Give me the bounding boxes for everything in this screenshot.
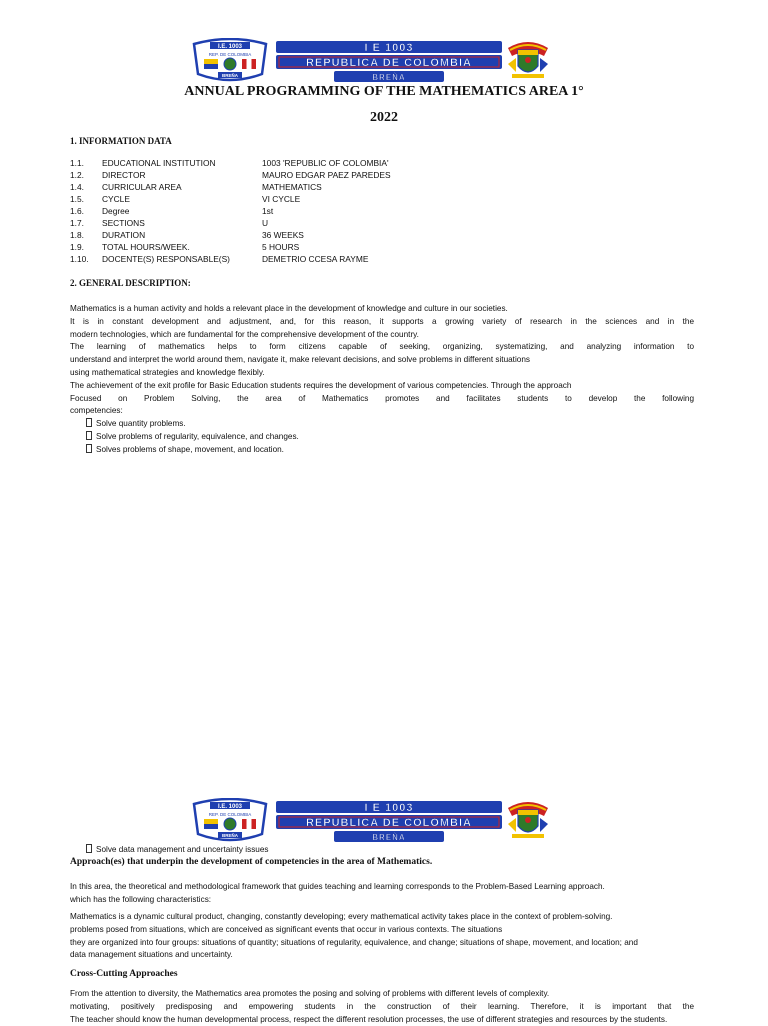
header-banner [190,798,550,850]
bullet-box-icon [86,444,92,453]
colombia-coat-of-arms-logo [506,38,550,80]
info-row [70,218,690,230]
banner-line-2: REPUBLICA DE COLOMBIA [305,57,473,69]
information-data-table [70,158,690,266]
competency-bullet [70,418,694,431]
info-row [70,242,690,254]
crest-text-3: BREÑA [221,73,239,78]
info-row-value: U [262,218,269,228]
info-row-value: 5 HOURS [262,242,300,252]
school-crest-logo [190,38,270,82]
paragraph-line: Mathematics is a human activity and holds a relevant place in the development of knowledge and culture in our societies. [70,304,508,313]
info-row [70,230,690,242]
competency-bullet [70,444,694,457]
paragraph-line: motivating, positively predisposing and empowering students in the construction of their learning. Therefore, it is important that the [70,1001,694,1011]
banner-line-1: I E 1003 [364,802,414,814]
competency-bullet [70,431,694,444]
paragraph-line: data management situations and uncertainty. [70,950,233,960]
bullet-box-icon [86,418,92,427]
document-page-2 [0,790,768,1024]
section-heading-cross-cutting: Cross-Cutting Approaches [70,969,178,979]
info-row-label: CURRICULAR AREA [102,182,182,192]
colombia-coat-of-arms-logo [506,798,550,840]
section-heading-general-description: 2. GENERAL DESCRIPTION: [70,278,191,288]
document-year: 2022 [370,110,398,125]
info-row-label: DOCENTE(S) RESPONSABLE(S) [102,254,230,264]
info-row-number: 1.6. [70,206,84,216]
school-crest-logo [190,798,270,842]
paragraph-line: The learning of mathematics helps to form citizens capable of seeking, organizing, systematizing, and analyzing information to [70,342,694,352]
banner-title-graphic [276,800,502,844]
paragraph-line: The teacher should know the human developmental process, respect the different resolution processes, the use of different strategies and resources by the students. [70,1014,668,1024]
info-row-value: MATHEMATICS [262,182,322,192]
info-row-value: VI CYCLE [262,194,301,204]
paragraph-line: It is in constant development and adjustment, and, for this reason, it supports a growing variety of research in the sciences and in the [70,316,694,326]
paragraph-line: Focused on Problem Solving, the area of Mathematics promotes and facilitates students to develop the following [70,393,694,403]
cross-cutting-body [70,988,718,1026]
general-description-body [70,303,694,457]
info-row [70,206,690,218]
info-row-label: TOTAL HOURS/WEEK. [102,242,190,252]
info-row-number: 1.4. [70,182,84,192]
crest-text-2: REP. DE COLOMBIA [208,812,252,817]
paragraph-line: problems posed from situations, which are conceived as significant events that occur in various contexts. The situations [70,924,503,934]
info-row-value: DEMETRIO CCESA RAYME [262,254,369,264]
crest-text-1: I.E. 1003 [217,44,243,50]
competency-text: Solve data management and uncertainty issues [96,845,269,854]
info-row-label: SECTIONS [102,218,145,228]
info-row-number: 1.5. [70,194,84,204]
paragraph-line: From the attention to diversity, the Mathematics area promotes the posing and solving of problems with different levels of complexity. [70,989,550,998]
info-row [70,170,690,182]
info-row-value: 1003 'REPUBLIC OF COLOMBIA' [262,158,389,168]
bullet-box-icon [86,431,92,440]
crest-text-2: REP. DE COLOMBIA [208,52,252,57]
paragraph-line: using mathematical strategies and knowledge flexibly. [70,367,265,377]
banner-line-1: I E 1003 [364,42,414,54]
approach-characteristics [70,911,694,962]
banner-line-3: BREÑA [372,73,406,82]
info-row [70,182,690,194]
competency-text: Solve problems of regularity, equivalence, and changes. [96,431,299,441]
document-title: ANNUAL PROGRAMMING OF THE MATHEMATICS AREA 1° [184,84,584,99]
paragraph-line: Mathematics is a dynamic cultural product, changing, constantly developing; every mathematical activity takes place in the context of problem-solving. [70,912,613,921]
banner-line-2: REPUBLICA DE COLOMBIA [305,817,473,829]
info-row-label: Degree [102,206,130,216]
info-row-label: CYCLE [102,194,130,204]
info-row [70,158,690,170]
competency-text: Solve quantity problems. [96,419,186,429]
page2-bullet [70,844,694,857]
section-heading-information-data: 1. INFORMATION DATA [70,136,172,146]
info-row-number: 1.8. [70,230,84,240]
approach-intro [70,881,694,907]
info-row-number: 1.10. [70,254,89,264]
info-row-number: 1.7. [70,218,84,228]
banner-line-3: BREÑA [372,833,406,842]
paragraph-line: they are organized into four groups: situations of quantity; situations of regularity, equivalence, and change; situations of shape, movement, and location; and [70,937,638,947]
crest-text-3: BREÑA [221,833,239,838]
info-row-number: 1.2. [70,170,84,180]
info-row-value: 36 WEEKS [262,230,304,240]
section-heading-approach: Approach(es) that underpin the development of competencies in the area of Mathematics. [70,857,433,867]
paragraph-line: In this area, the theoretical and methodological framework that guides teaching and learning corresponds to the Problem-Based Learning approach. [70,882,605,891]
paragraph-line: which has the following characteristics: [70,894,212,904]
crest-text-1: I.E. 1003 [217,804,243,810]
bullet-box-icon [86,844,92,853]
info-row [70,254,690,266]
info-row-label: DURATION [102,230,146,240]
info-row-value: 1st [262,206,274,216]
paragraph-line: understand and interpret the world around them, navigate it, make relevant decisions, and solve problems in different situations [70,355,530,365]
info-row-number: 1.9. [70,242,84,252]
info-row-label: EDUCATIONAL INSTITUTION [102,158,216,168]
info-row-value: MAURO EDGAR PAEZ PAREDES [262,170,391,180]
info-row-label: DIRECTOR [102,170,146,180]
header-banner [190,38,550,90]
banner-title-graphic [276,40,502,84]
info-row-number: 1.1. [70,158,84,168]
paragraph-line: The achievement of the exit profile for Basic Education students requires the development of various competencies. Through the approach [70,380,572,390]
competency-bullet [70,844,694,857]
competency-text: Solves problems of shape, movement, and location. [96,444,284,454]
info-row [70,194,690,206]
paragraph-line: modern technologies, which are fundamental for the comprehensive development of the country. [70,329,419,339]
paragraph-line: competencies: [70,406,123,416]
